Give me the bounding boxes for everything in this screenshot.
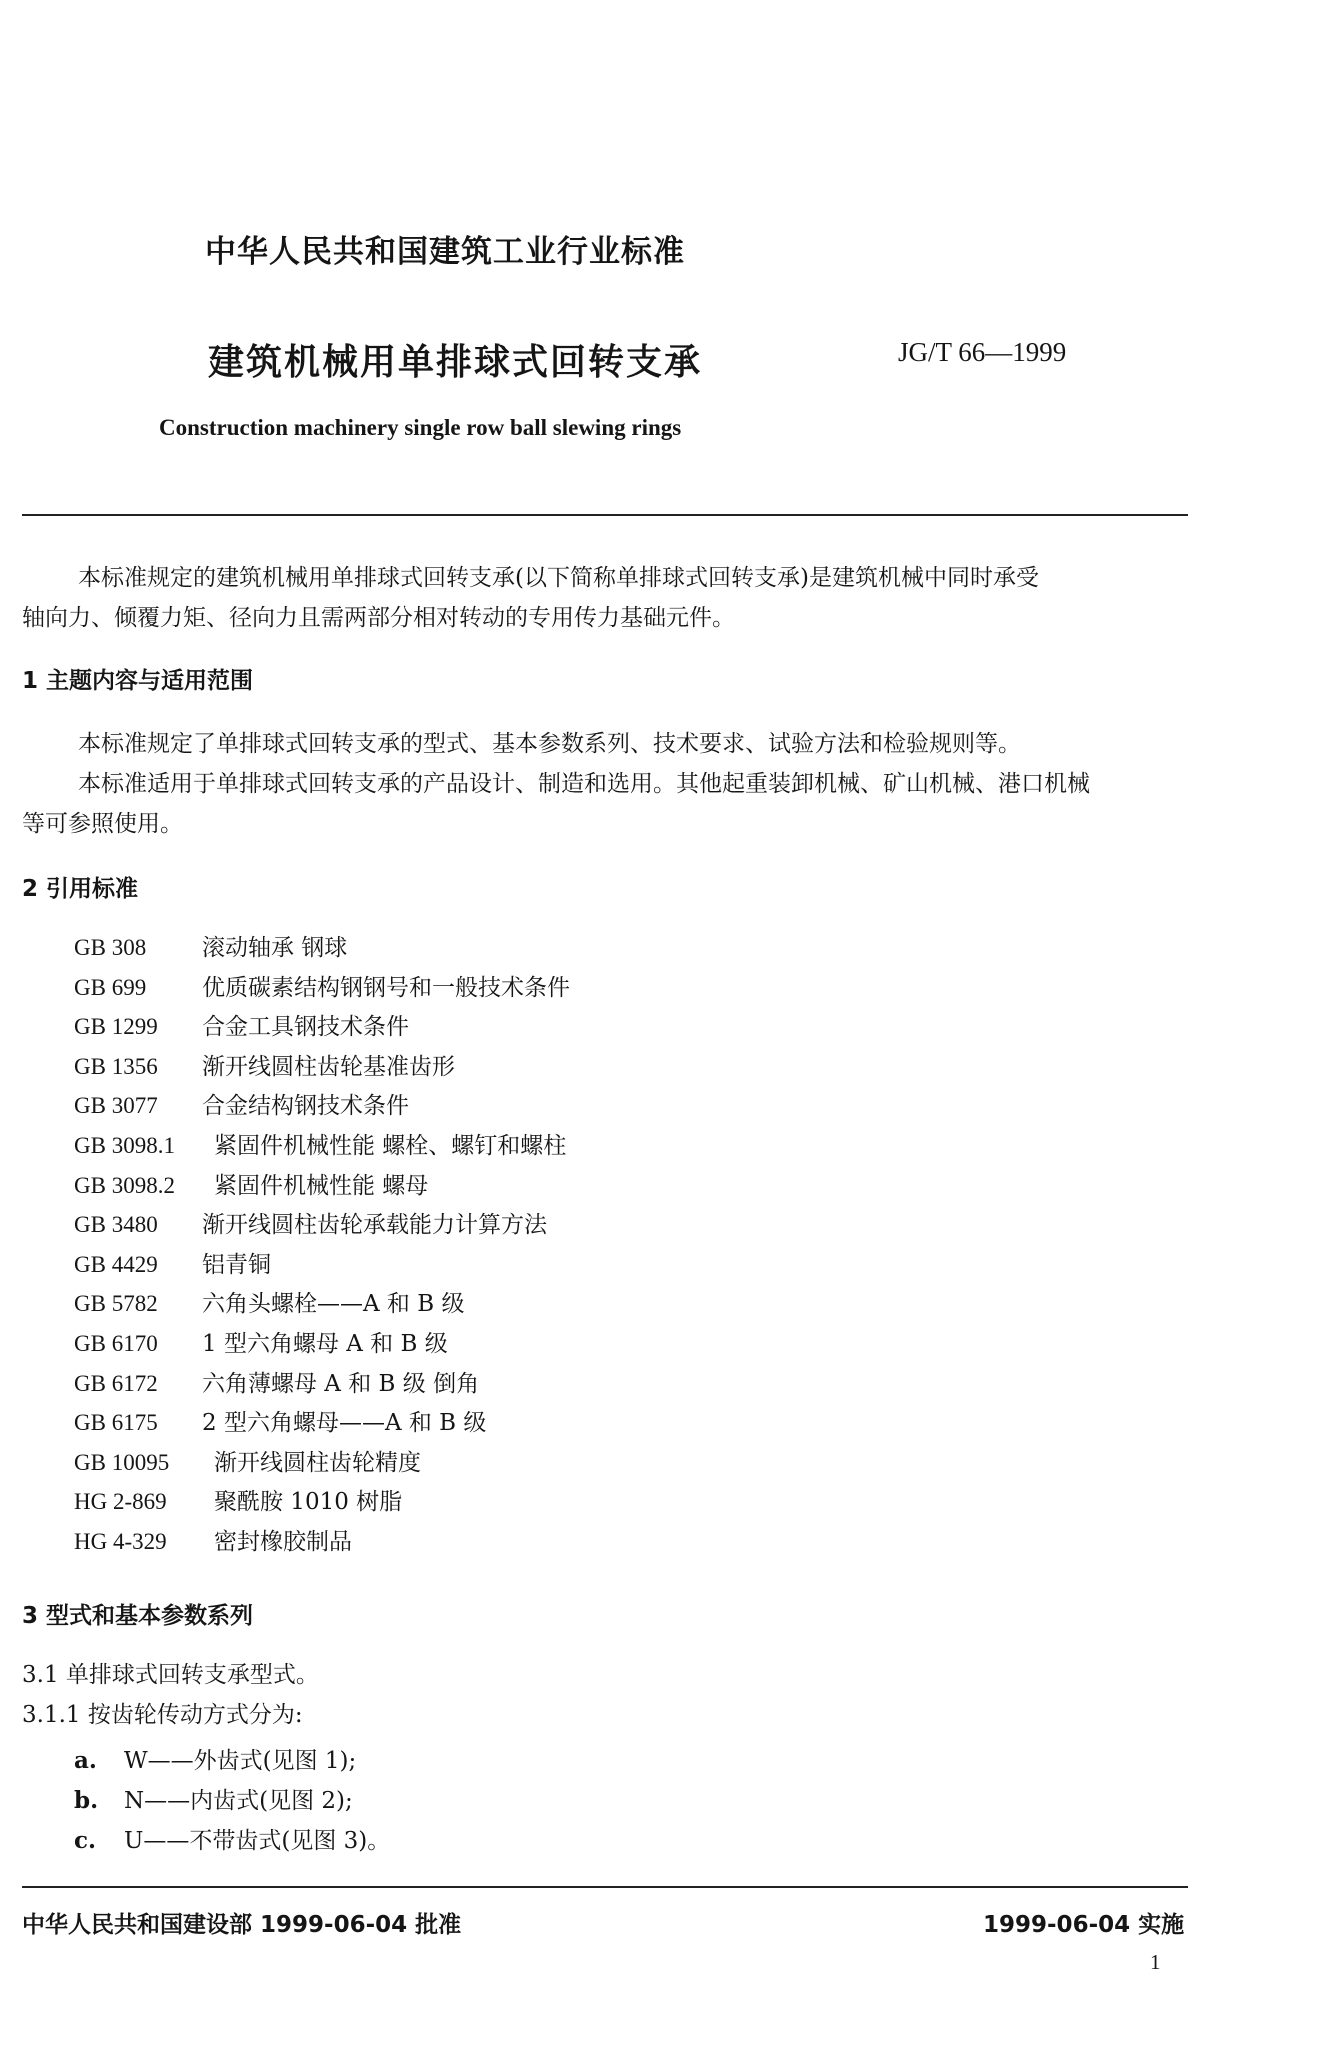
reference-code: HG 4-329 <box>74 1528 167 1554</box>
footer-divider <box>22 1886 1188 1888</box>
issuing-organization: 中华人民共和国建筑工业行业标准 <box>205 234 685 270</box>
reference-title: 渐开线圆柱齿轮基准齿形 <box>202 1053 455 1080</box>
reference-title: 紧固件机械性能 螺母 <box>214 1172 429 1199</box>
reference-item <box>74 1007 570 1047</box>
list-item-label: c. <box>74 1827 97 1854</box>
reference-item <box>74 1443 570 1483</box>
page-number: 1 <box>1150 1950 1161 1974</box>
reference-item <box>74 968 570 1008</box>
reference-title: 合金结构钢技术条件 <box>202 1093 409 1120</box>
reference-code: GB 6170 <box>74 1330 158 1356</box>
list-item-label: b. <box>74 1787 99 1814</box>
reference-item <box>74 1284 570 1324</box>
reference-title: 1 型六角螺母 A 和 B 级 <box>202 1330 448 1357</box>
implementation-date: 1999-06-04 实施 <box>983 1912 1185 1938</box>
reference-code: GB 4429 <box>74 1251 158 1277</box>
section-2-heading: 2 引用标准 <box>22 876 139 902</box>
reference-code: GB 6175 <box>74 1410 158 1436</box>
normative-references-list <box>74 928 570 1562</box>
reference-item <box>74 1245 570 1285</box>
reference-item <box>74 1126 570 1166</box>
reference-code: HG 2-869 <box>74 1489 167 1515</box>
reference-title: 六角薄螺母 A 和 B 级 倒角 <box>202 1370 480 1397</box>
standard-code: JG/T 66—1999 <box>898 337 1067 367</box>
reference-code: GB 1299 <box>74 1014 158 1040</box>
reference-item <box>74 1205 570 1245</box>
reference-code: GB 308 <box>74 935 147 960</box>
reference-item <box>74 1482 570 1522</box>
reference-code: GB 1356 <box>74 1053 158 1079</box>
reference-title: 2 型六角螺母——A 和 B 级 <box>202 1410 487 1437</box>
reference-title: 六角头螺栓——A 和 B 级 <box>202 1291 465 1318</box>
reference-code: GB 3098.2 <box>74 1172 175 1198</box>
reference-item <box>74 1086 570 1126</box>
english-title: Construction machinery single row ball slewing rings <box>159 415 682 440</box>
clause-3-1-1: 3.1.1 按齿轮传动方式分为: <box>22 1702 303 1728</box>
document-title: 建筑机械用单排球式回转支承 <box>208 342 703 383</box>
list-item-b <box>74 1782 353 1815</box>
reference-title: 优质碳素结构钢钢号和一般技术条件 <box>202 974 570 1001</box>
reference-title: 渐开线圆柱齿轮精度 <box>214 1449 421 1476</box>
reference-code: GB 3077 <box>74 1093 158 1119</box>
reference-item <box>74 1522 570 1562</box>
reference-item <box>74 1364 570 1404</box>
reference-code: GB 3098.1 <box>74 1132 175 1158</box>
reference-title: 合金工具钢技术条件 <box>202 1014 409 1041</box>
list-item-a <box>74 1742 356 1775</box>
section-1-paragraph-2-line-2: 等可参照使用。 <box>22 811 183 837</box>
approval-line: 中华人民共和国建设部 1999-06-04 批准 <box>22 1912 462 1938</box>
intro-line-1: 本标准规定的建筑机械用单排球式回转支承(以下简称单排球式回转支承)是建筑机械中同时承受 <box>78 565 1039 591</box>
reference-item <box>74 928 570 968</box>
reference-code: GB 6172 <box>74 1370 158 1396</box>
list-item-label: a. <box>74 1747 97 1774</box>
reference-title: 紧固件机械性能 螺栓、螺钉和螺柱 <box>214 1132 567 1159</box>
reference-title: 聚酰胺 1010 树脂 <box>214 1489 403 1516</box>
section-1-paragraph-1: 本标准规定了单排球式回转支承的型式、基本参数系列、技术要求、试验方法和检验规则等。 <box>78 731 1021 757</box>
list-item-text: N——内齿式(见图 2); <box>124 1788 353 1814</box>
section-1-paragraph-2-line-1: 本标准适用于单排球式回转支承的产品设计、制造和选用。其他起重装卸机械、矿山机械、港口机械 <box>78 771 1090 797</box>
reference-code: GB 699 <box>74 974 147 1000</box>
reference-code: GB 10095 <box>74 1449 170 1475</box>
section-1-heading: 1 主题内容与适用范围 <box>22 668 254 694</box>
reference-title: 铝青铜 <box>202 1251 271 1278</box>
list-item-c <box>74 1822 390 1855</box>
list-item-text: W——外齿式(见图 1); <box>124 1748 357 1774</box>
reference-code: GB 5782 <box>74 1291 158 1317</box>
list-item-text: U——不带齿式(见图 3)。 <box>124 1828 391 1854</box>
clause-3-1: 3.1 单排球式回转支承型式。 <box>22 1662 319 1688</box>
section-3-heading: 3 型式和基本参数系列 <box>22 1603 254 1629</box>
reference-item <box>74 1166 570 1206</box>
header-divider <box>22 514 1188 516</box>
reference-title: 滚动轴承 钢球 <box>202 935 348 961</box>
reference-title: 密封橡胶制品 <box>214 1528 352 1555</box>
reference-item <box>74 1403 570 1443</box>
reference-code: GB 3480 <box>74 1212 158 1238</box>
intro-line-2: 轴向力、倾覆力矩、径向力且需两部分相对转动的专用传力基础元件。 <box>22 605 735 631</box>
reference-item <box>74 1324 570 1364</box>
reference-title: 渐开线圆柱齿轮承载能力计算方法 <box>202 1212 547 1239</box>
reference-item <box>74 1047 570 1087</box>
